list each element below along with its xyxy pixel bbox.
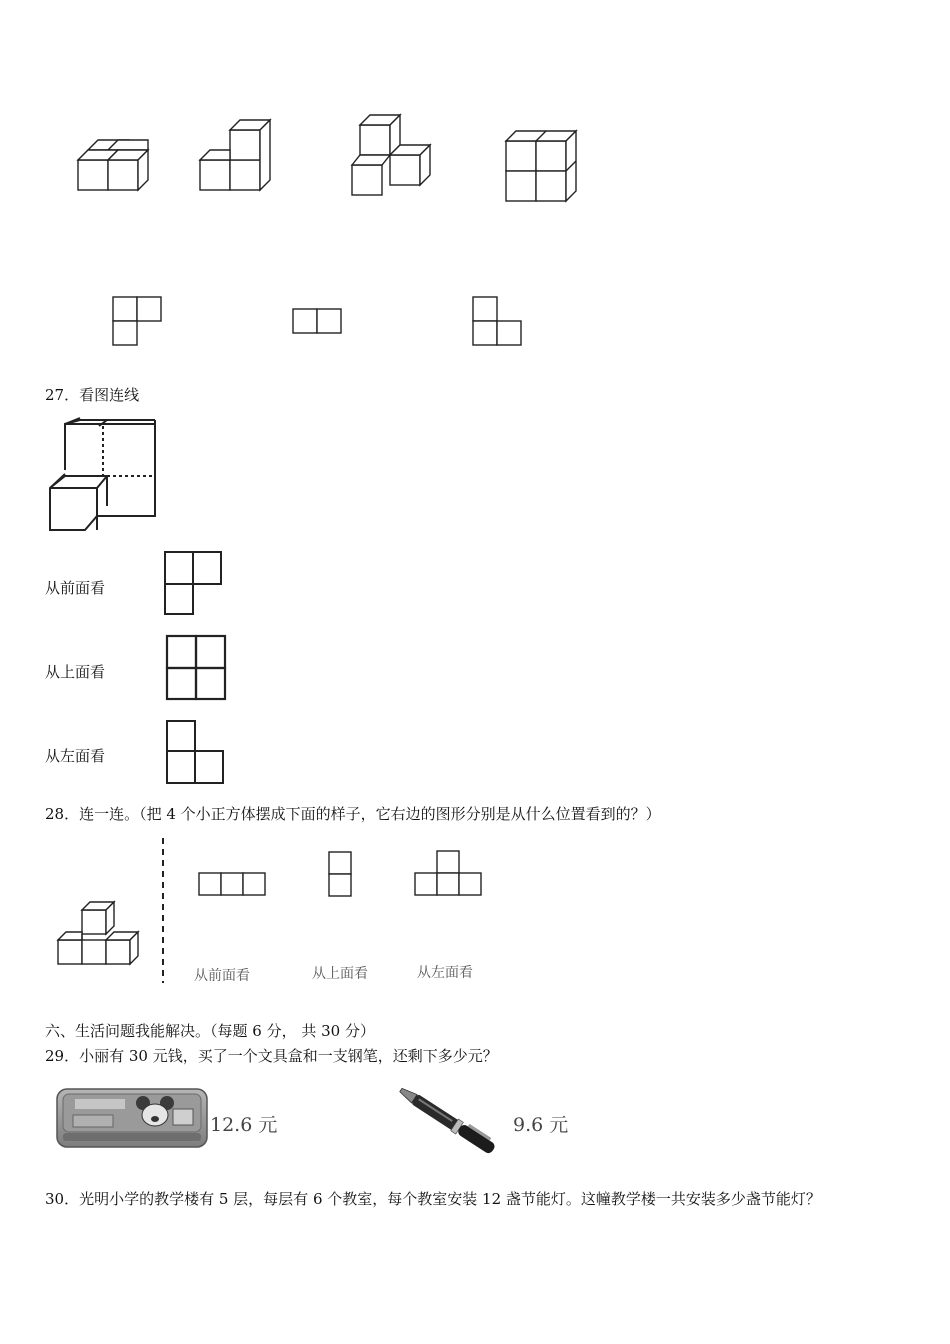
question-29 [45,1047,498,1065]
view-label-left: 从左面看 [45,747,106,765]
pencil-case-price: 12.6 元 [210,1114,278,1136]
view-shape-b [292,308,344,336]
view-shape-c [472,296,524,348]
question-28-text: 连一连。（把 4 个小正方体摆成下面的样子，它右边的图形分别是从什么位置看到的？） [79,805,661,823]
q28-shape-row-of-three [198,872,268,898]
q28-shape-column-of-two [328,851,354,899]
view-shape-a [112,296,164,348]
q28-caption-left: 从左面看 [417,965,473,981]
question-30-text: 光明小学的教学楼有 5 层，每层有 6 个教室，每个教室安装 12 盏节能灯。这幢教学楼一共安装多少盏节能灯？ [79,1190,821,1208]
q27-solid-figure [45,418,160,533]
cube-figure-3 [345,110,445,205]
divider-dashed-line [160,838,166,983]
question-27-text: 看图连线 [79,386,140,404]
question-27 [45,386,139,404]
fountain-pen-price: 9.6 元 [513,1114,569,1136]
q28-caption-front: 从前面看 [194,968,250,984]
section-6-heading: 六、生活问题我能解决。（每题 6 分， 共 30 分） [45,1022,375,1040]
question-29-number: 29． [45,1047,80,1065]
view-label-front: 从前面看 [45,579,106,597]
fountain-pen-image [390,1085,505,1155]
question-28 [45,805,661,823]
q28-solid-figure [50,895,150,970]
q27-view-left [165,719,227,787]
question-30 [45,1190,821,1208]
q28-shape-t [414,850,484,898]
q27-view-front [163,550,225,618]
view-label-top: 从上面看 [45,663,106,681]
pencil-case-image [55,1085,210,1153]
question-28-number: 28． [45,805,80,823]
q28-caption-top: 从上面看 [312,966,368,982]
question-30-number: 30． [45,1190,80,1208]
cube-figure-2 [190,115,280,205]
cube-figure-4 [500,125,590,210]
cube-figure-1 [70,130,160,200]
question-29-text: 小丽有 30 元钱，买了一个文具盒和一支钢笔，还剩下多少元？ [79,1047,498,1065]
question-27-number: 27． [45,386,80,404]
q27-view-top [165,634,229,702]
